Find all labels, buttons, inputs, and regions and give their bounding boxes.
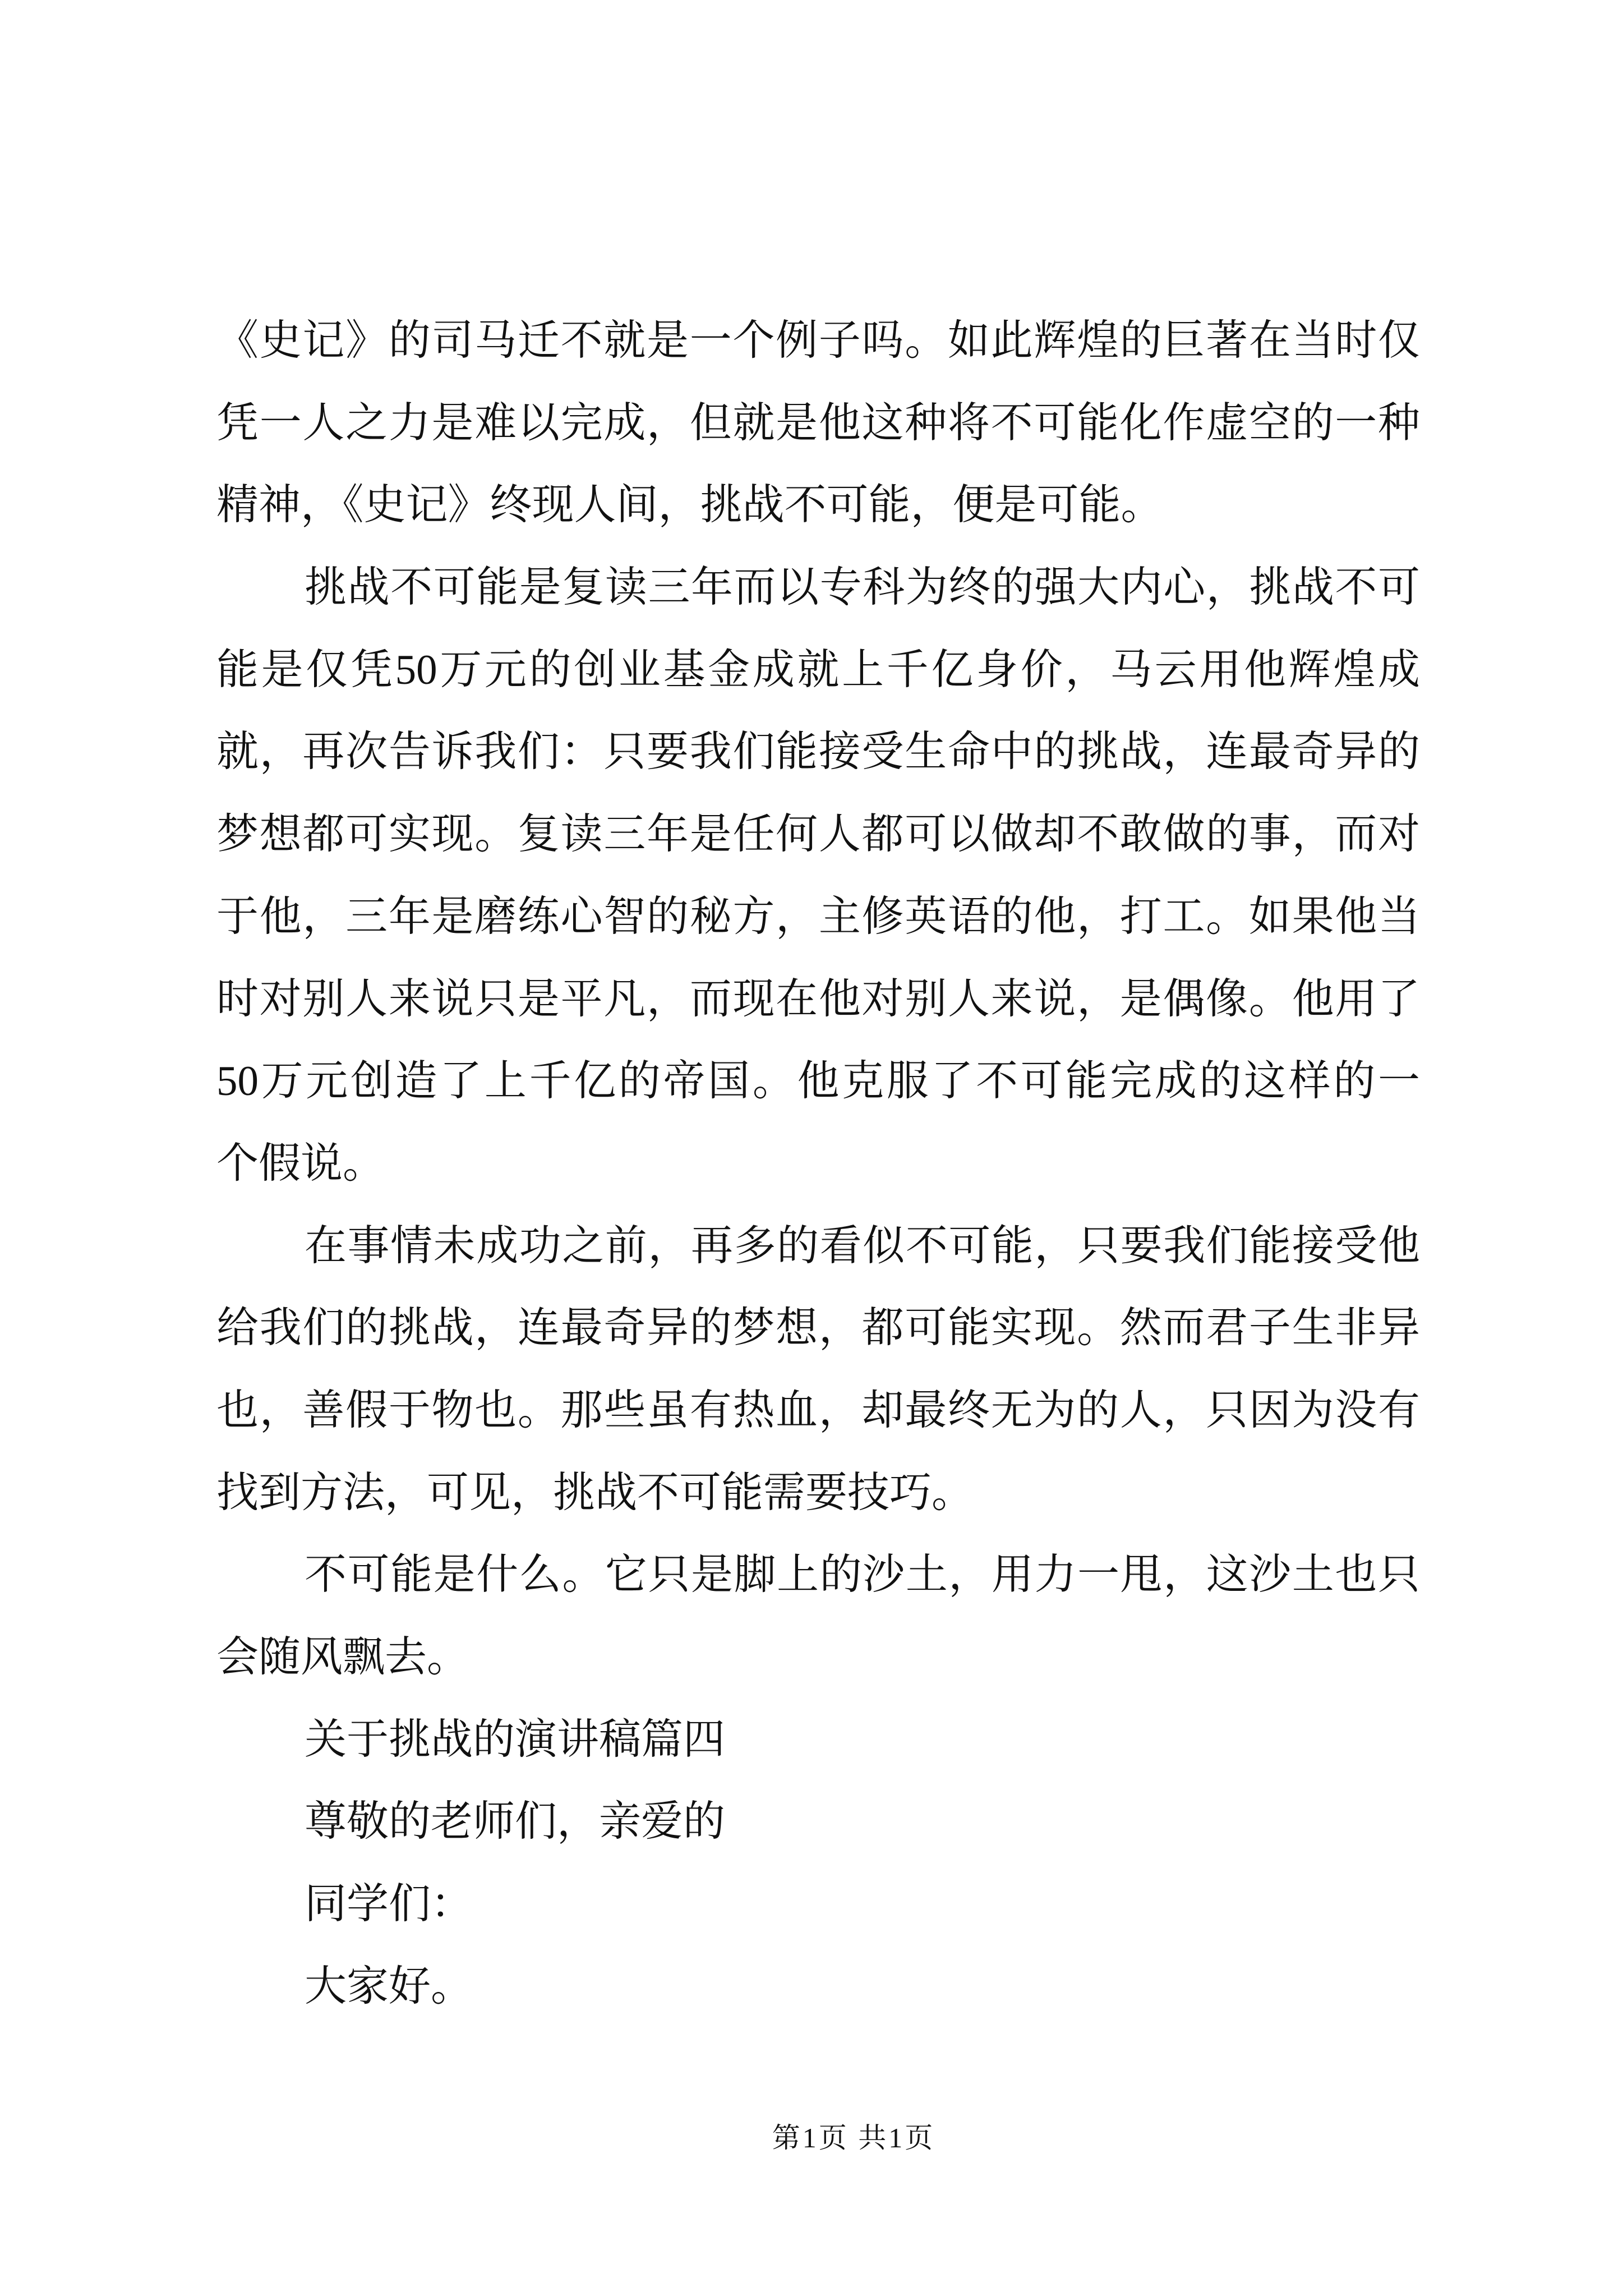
text-line: 个假说。 bbox=[216, 1140, 385, 1187]
greeting bbox=[216, 1946, 1420, 2028]
text-line: 精神，《史记》终现人间，挑战不可能，便是可能。 bbox=[216, 482, 1163, 529]
salutation-line: 尊敬的老师们，亲爱的 bbox=[305, 1798, 726, 1846]
paragraph bbox=[216, 547, 1420, 1205]
text-line: 给我们的挑战，连最奇异的梦想，都可能实现。然而君子生非异 bbox=[216, 1305, 1420, 1352]
text-line: 不可能是什么。它只是脚上的沙土，用力一甩，这沙土也只 bbox=[305, 1552, 1420, 1599]
text-line: 会随风飘去。 bbox=[216, 1634, 469, 1681]
salutation-line: 同学们： bbox=[305, 1881, 473, 1928]
text-line: 50万元创造了上千亿的帝国。他克服了不可能完成的这样的一 bbox=[216, 1058, 1420, 1105]
paragraph bbox=[216, 300, 1420, 547]
text-line: 也，善假于物也。那些虽有热血，却最终无为的人，只因为没有 bbox=[216, 1387, 1420, 1434]
text-line: 找到方法，可见，挑战不可能需要技巧。 bbox=[216, 1469, 974, 1516]
salutation bbox=[216, 1781, 1420, 1864]
paragraph bbox=[216, 1534, 1420, 1699]
text-line: 在事情未成功之前，再多的看似不可能，只要我们能接受他 bbox=[305, 1222, 1420, 1269]
section-heading bbox=[216, 1699, 1420, 1782]
text-line: 就，再次告诉我们：只要我们能接受生命中的挑战，连最奇异的 bbox=[216, 729, 1420, 776]
text-line: 挑战不可能是复读三年而以专科为终的强大内心，挑战不可 bbox=[305, 564, 1420, 611]
paragraph bbox=[216, 1205, 1420, 1535]
page-footer bbox=[685, 2115, 1022, 2160]
text-line: 《史记》的司马迁不就是一个例子吗。如此辉煌的巨著在当时仅 bbox=[216, 318, 1420, 364]
text-line: 时对别人来说只是平凡，而现在他对别人来说，是偶像。他用了 bbox=[216, 976, 1420, 1023]
text-line: 凭一人之力是难以完成，但就是他这种将不可能化作虚空的一种 bbox=[216, 399, 1420, 447]
text-line: 能是仅凭50万元的创业基金成就上千亿身价，马云用他辉煌成 bbox=[216, 646, 1420, 693]
page-number: 第1页 共1页 bbox=[772, 2122, 935, 2154]
section-title: 关于挑战的演讲稿篇四 bbox=[305, 1716, 726, 1763]
text-line: 梦想都可实现。复读三年是任何人都可以做却不敢做的事，而对 bbox=[216, 811, 1420, 858]
salutation bbox=[216, 1864, 1420, 1946]
greeting-line: 大家好。 bbox=[305, 1963, 473, 2010]
document-body bbox=[216, 300, 1420, 2028]
text-line: 于他，三年是磨练心智的秘方，主修英语的他，打工。如果他当 bbox=[216, 893, 1420, 940]
